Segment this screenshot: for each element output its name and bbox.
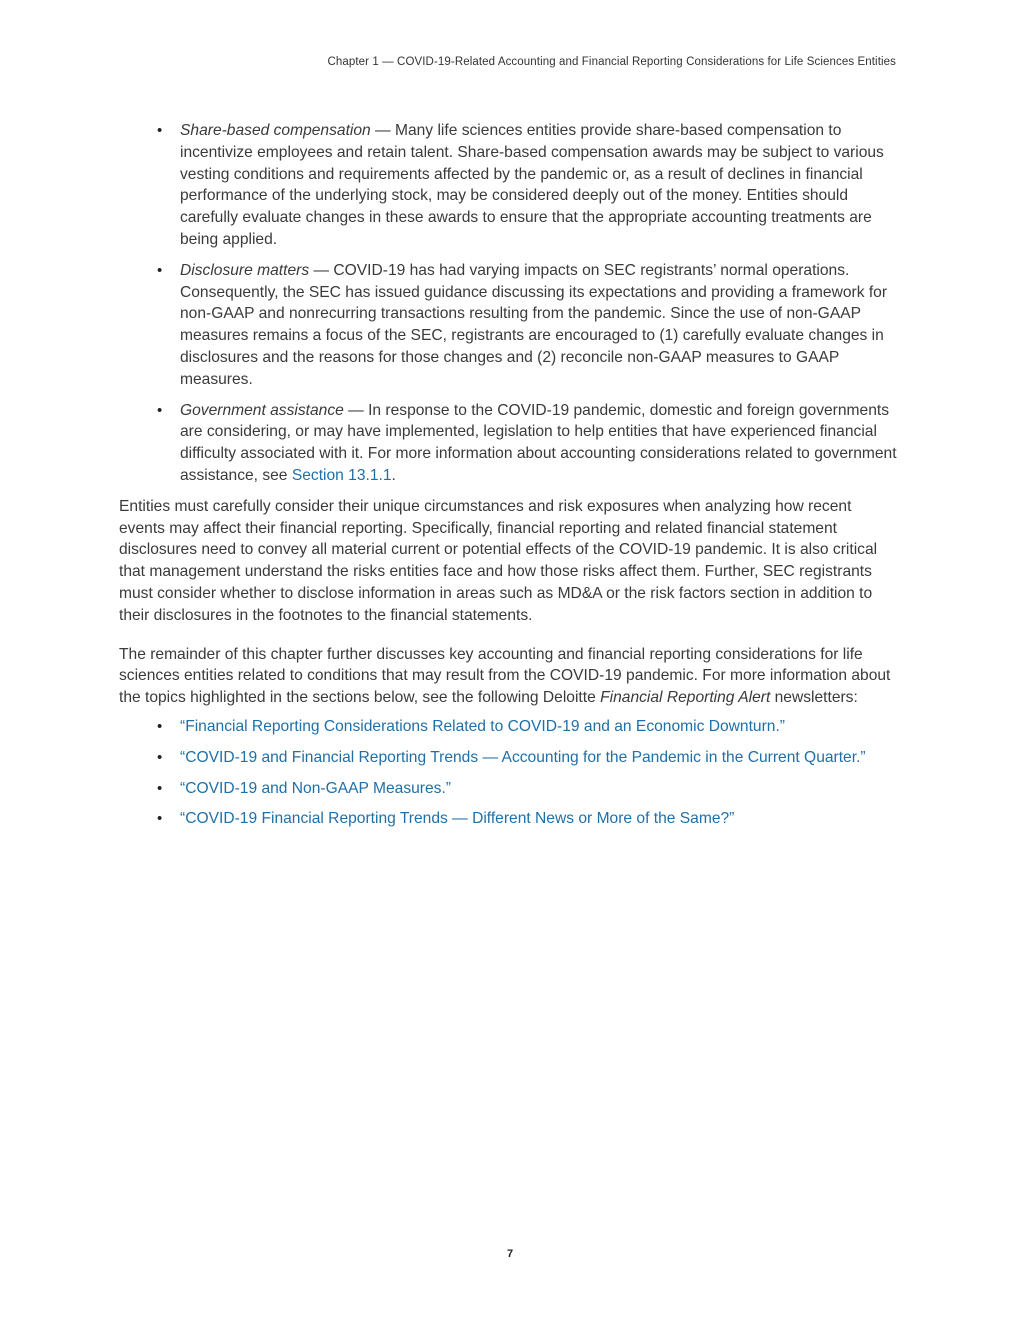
considerations-list: [119, 120, 901, 487]
section-13-1-1-link[interactable]: Section 13.1.1: [291, 466, 392, 484]
bullet-icon: •: [157, 810, 163, 828]
bullet-icon: •: [157, 261, 163, 279]
item-text: — In response to the COVID-19 pandemic, domestic and foreign governments are considering, or may have implemented, legislation to help entities that have experienced financial difficulty associated with it. For more information about accounting considerations related to government assistance, see: [180, 401, 897, 484]
paragraph-text: The remainder of this chapter further discusses key accounting and financial reporting considerations for life sciences entities related to conditions that may result from the COVID-19 pandemic. For more information about the topics highlighted in the sections below, see the following Deloitte: [119, 645, 891, 707]
newsletter-link-economic-downturn[interactable]: “Financial Reporting Considerations Related to COVID-19 and an Economic Downturn.”: [180, 717, 785, 735]
item-text: — Many life sciences entities provide share-based compensation to incentivize employees and retain talent. Share-based compensation awards may be subject to various vesting conditions and requirements affected by the pandemic or, as a result of declines in financial performance of the underlying stock, may be considered deeply out of the money. Entities should carefully evaluate changes in these awards to ensure that the appropriate accounting treatments are being applied.: [180, 122, 884, 248]
bullet-icon: •: [157, 401, 163, 419]
list-item-disclosure-matters: [119, 260, 901, 391]
bullet-icon: •: [157, 717, 163, 735]
publication-title: Financial Reporting Alert: [600, 689, 771, 707]
list-item: [119, 747, 901, 769]
page-body: [119, 120, 901, 839]
item-term: Disclosure matters: [180, 261, 310, 279]
bullet-icon: •: [157, 122, 163, 139]
page-number: 7: [506, 1248, 514, 1260]
bullet-icon: •: [157, 748, 163, 766]
item-text: — COVID-19 has had varying impacts on SEC registrants’ normal operations. Consequently, the SEC has issued guidance discussing its expectations and providing a framework for non-GAAP and nonrecurring transactions resulting from the pandemic. Since the use of non-GAAP measures remains a focus of the SEC, registrants are encouraged to (1) carefully evaluate changes in disclosures and the reasons for those changes and (2) reconcile non-GAAP measures to GAAP measures.: [180, 261, 888, 388]
item-text-end: .: [391, 466, 396, 484]
newsletter-link-current-quarter[interactable]: “COVID-19 and Financial Reporting Trends — Accounting for the Pandemic in the Current Quarter.”: [180, 748, 866, 766]
bullet-icon: •: [157, 779, 163, 797]
list-item: [119, 808, 901, 830]
paragraph-risk-exposures: Entities must carefully consider their unique circumstances and risk exposures when analyzing how recent events may affect their financial reporting. Specifically, financial reporting and related financial statement disclosures need to convey all material current or potential effects of the COVID-19 pandemic. It is also critical that management understand the risks entities face and how those risks affect them. Further, SEC registrants must consider whether to disclose information in areas such as MD&A or the risk factors section in addition to their disclosures in the footnotes to the financial statements.: [119, 497, 878, 624]
newsletter-link-different-news[interactable]: “COVID-19 Financial Reporting Trends — Different News or More of the Same?”: [180, 810, 735, 828]
item-term: Share-based compensation: [180, 122, 371, 139]
list-item-share-based-compensation: [119, 120, 901, 251]
list-item: [119, 778, 901, 800]
newsletter-list: [119, 716, 901, 830]
list-item-government-assistance: [119, 400, 901, 487]
running-header: Chapter 1 — COVID-19-Related Accounting and Financial Reporting Considerations for Life Sciences Entities: [327, 56, 896, 68]
list-item: [119, 716, 901, 738]
newsletter-link-non-gaap[interactable]: “COVID-19 and Non-GAAP Measures.”: [180, 779, 451, 797]
paragraph-text-end: newsletters:: [770, 689, 858, 707]
paragraph-remainder: [119, 644, 901, 709]
item-term: Government assistance: [180, 401, 344, 419]
